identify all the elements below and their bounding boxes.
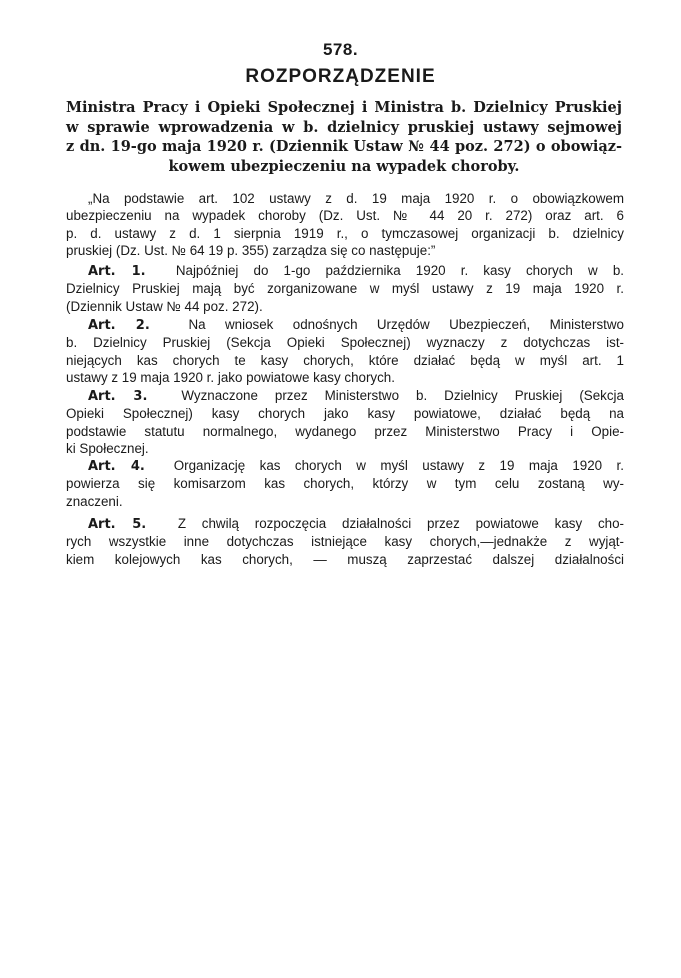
heading-line: z dn. 19-go maja 1920 r. (Dziennik Ustaw № 44 poz. 272) o obowiąz-	[66, 138, 622, 155]
article-3	[66, 387, 624, 458]
article-first-line	[66, 387, 624, 405]
article-label: Art. 1.	[88, 264, 146, 279]
heading-line: Ministra Pracy i Opieki Społecznej i Ministra b. Dzielnicy Pruskiej	[66, 99, 622, 116]
article-text: Najpóźniej do 1-go października 1920 r. kasy chorych w b.	[175, 263, 624, 278]
heading-line: w sprawie wprowadzenia w b. dzielnicy pruskiej ustawy sejmowej	[66, 118, 622, 136]
article-text: Organizację kas chorych w myśl ustawy z 19 maja 1920 r.	[173, 458, 624, 473]
article-text: Na wniosek odnośnych Urzędów Ubezpieczeń, Ministerstwo	[188, 317, 624, 332]
article-text: Z chwilą rozpoczęcia działalności przez powiatowe kasy cho-	[177, 516, 624, 531]
article-line: rych wszystkie inne dotychczas istniejące kasy chorych,—jednakże z wyjąt-	[66, 534, 624, 550]
article-line: b. Dzielnicy Pruskiej (Sekcja Opieki Społecznej) wyznaczy z dotychczas ist-	[66, 335, 624, 351]
article-4	[66, 457, 624, 510]
article-line: znaczeni.	[66, 493, 123, 509]
intro-line: pruskiej (Dz. Ust. № 64 19 p. 355) zarządza się co następuje:”	[66, 243, 436, 259]
article-first-line	[66, 316, 624, 334]
heading-line: kowem ubezpieczeniu na wypadek choroby.	[168, 157, 520, 175]
article-first-line	[66, 262, 624, 280]
article-line: powierza się komisarzom kas chorych, którzy w tym celu zostaną wy-	[66, 476, 624, 492]
article-label: Art. 3.	[88, 389, 148, 404]
article-line: ustawy z 19 maja 1920 r. jako powiatowe kasy chorych.	[66, 370, 395, 386]
article-line: Opieki Społecznej) kasy chorych jako kasy powiatowe, działać będą na	[66, 406, 624, 422]
article-first-line	[66, 457, 624, 475]
article-text: Wyznaczone przez Ministerstwo b. Dzielnicy Pruskiej (Sekcja	[181, 388, 624, 403]
regulation-heading	[66, 98, 622, 176]
document-title: ROZPORZĄDZENIE	[245, 66, 436, 87]
article-label: Art. 2.	[88, 318, 150, 333]
article-label: Art. 4.	[88, 459, 145, 474]
article-5	[66, 515, 624, 568]
page-number: 578.	[322, 40, 359, 59]
article-first-line	[66, 515, 624, 533]
article-line: ki Społecznej.	[66, 441, 149, 457]
article-1	[66, 262, 624, 315]
intro-line: p. d. ustawy z d. 1 sierpnia 1919 r., o tymczasowej organizacji b. dzielnicy	[66, 225, 624, 241]
article-line: niejących kas chorych te kasy chorych, które działać będą w myśl art. 1	[66, 352, 624, 368]
article-label: Art. 5.	[88, 517, 147, 532]
article-line: kiem kolejowych kas chorych, — muszą zaprzestać dalszej działalności	[66, 551, 624, 567]
article-line: podstawie statutu normalnego, wydanego przez Ministerstwo Pracy i Opie-	[66, 423, 624, 439]
intro-line: ubezpieczeniu na wypadek choroby (Dz. Ust. № 44 20 r. 272) oraz art. 6	[66, 208, 624, 224]
intro-line: „Na podstawie art. 102 ustawy z d. 19 maja 1920 r. o obowiązkowem	[88, 191, 624, 206]
article-line: Dzielnicy Pruskiej mają być zorganizowane w myśl ustawy z 19 maja 1920 r.	[66, 281, 624, 297]
article-2	[66, 316, 624, 387]
article-line: (Dziennik Ustaw № 44 poz. 272).	[66, 298, 263, 314]
intro-paragraph	[66, 190, 624, 260]
